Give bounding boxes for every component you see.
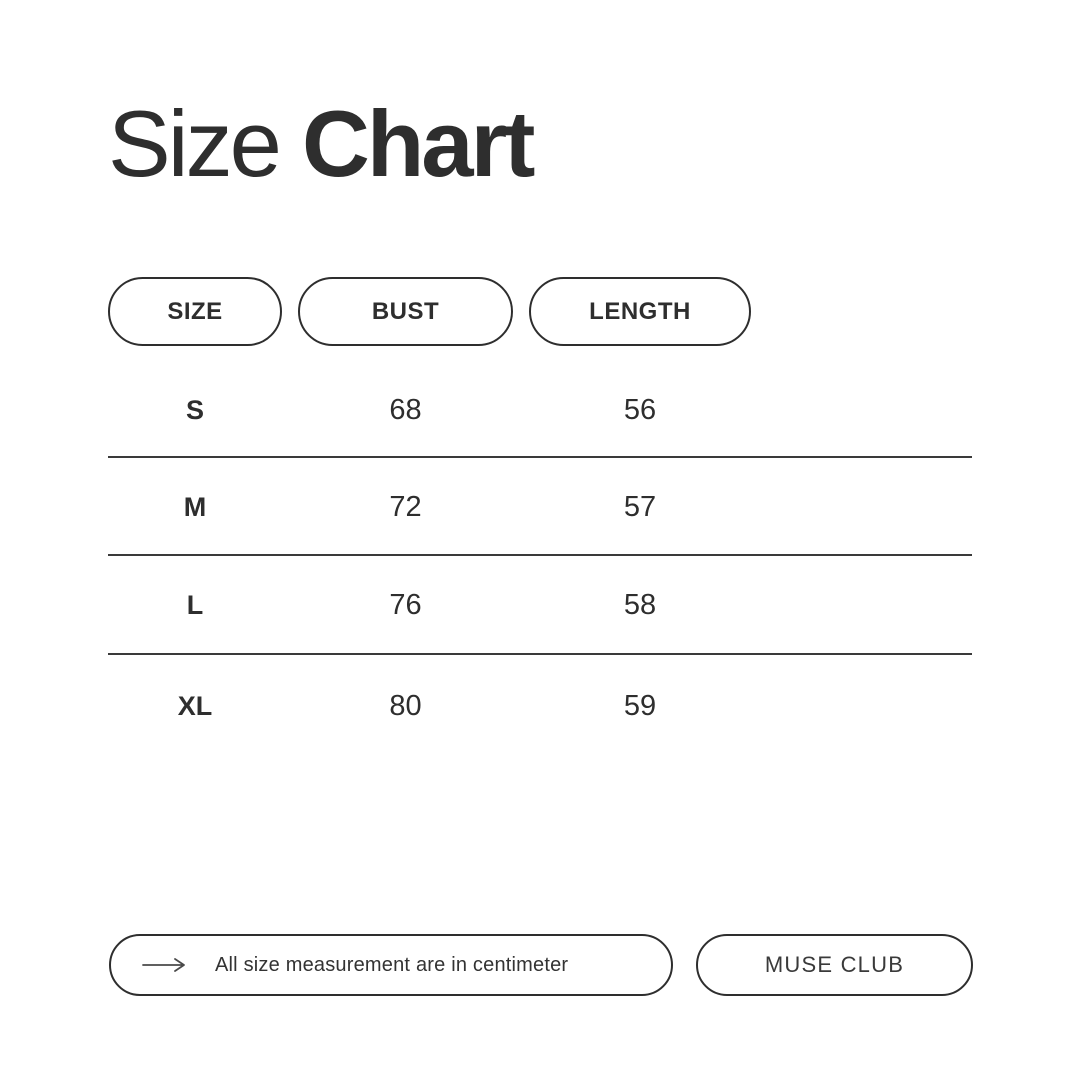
row-length-value: 59 (623, 690, 657, 722)
page-title-bold: Chart (301, 91, 533, 196)
row-size-label: M (183, 492, 207, 522)
row-divider (108, 653, 972, 655)
header-pill-bust (298, 277, 513, 346)
table-row (108, 482, 972, 532)
row-bust-value: 80 (389, 690, 422, 722)
measurement-note-text: All size measurement are in centimeter (215, 953, 569, 976)
row-divider (108, 554, 972, 556)
row-size-label: L (186, 590, 204, 620)
page-title (108, 92, 532, 195)
row-bust-value: 72 (389, 491, 422, 523)
row-size-label: S (185, 395, 204, 425)
long-right-arrow-icon (141, 956, 187, 974)
header-pill-size (108, 277, 282, 346)
header-pill-length (529, 277, 751, 346)
table-row (108, 385, 972, 435)
measurement-note-pill (109, 934, 673, 996)
row-length-value: 56 (623, 394, 657, 426)
row-bust-value: 76 (389, 589, 422, 621)
header-label-bust: BUST (371, 297, 440, 325)
row-divider (108, 456, 972, 458)
row-length-value: 57 (623, 491, 657, 523)
header-label-length: LENGTH (589, 297, 691, 325)
row-length-value: 58 (623, 589, 657, 621)
header-label-size: SIZE (167, 297, 223, 325)
brand-label: MUSE CLUB (764, 952, 905, 977)
table-row (108, 580, 972, 630)
page-title-regular: Size (108, 91, 279, 196)
table-row (108, 681, 972, 731)
brand-pill (696, 934, 973, 996)
row-bust-value: 68 (389, 394, 422, 426)
row-size-label: XL (177, 691, 213, 721)
